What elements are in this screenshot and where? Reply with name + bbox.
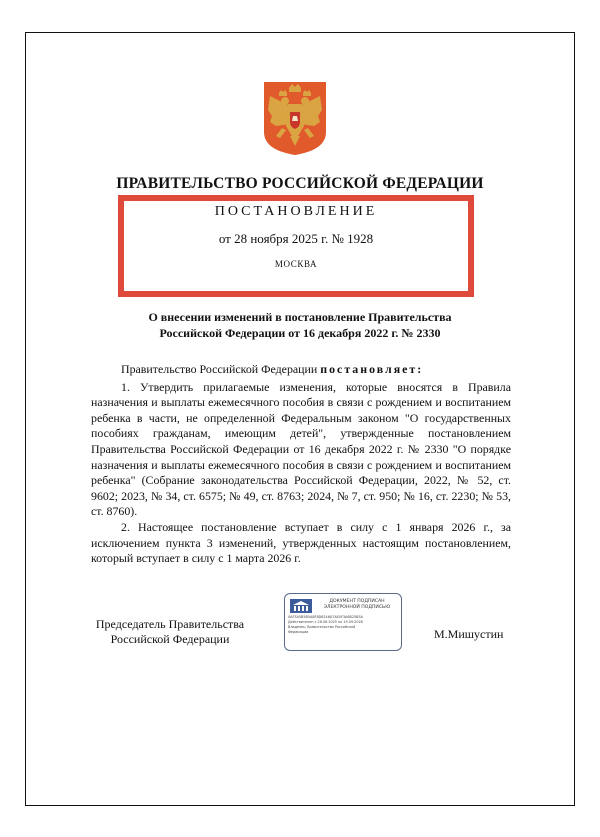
electronic-signature-stamp <box>284 593 402 651</box>
signatory-name: М.Мишустин <box>434 627 504 641</box>
subject-line-2: Российской Федерации от 16 декабря 2022 г. № 2330 <box>159 326 441 340</box>
document-date-number: от 28 ноября 2025 г. № 1928 <box>218 231 374 246</box>
stamp-certificate: 0AF3A5B5B5A8F8D6246A7AE0F3A6B25B5A <box>288 615 363 619</box>
stamp-owner-line-2: Федерации <box>288 630 309 634</box>
document-city: МОСКВА <box>274 259 318 269</box>
document-body <box>91 362 511 567</box>
body-item-1: 1. Утвердить прилагаемые изменения, которые вносятся в Правила назначения и выплаты ежемесячного пособия в связи с рождением и воспитанием ребенка в части, не определенной Федеральным законом "О государственных пособиях гражданам, имеющим детей", утвержденные постановлением Правительства Российской Федерации от 16 декабря 2022 г. № 2330 "О порядке назначения и выплаты ежемесячного пособия в связи с рождением и воспитанием ребенка" (Собрание законодательства Российской Федерации, 2022, № 52, ст. 9602; 2023, № 34, ст. 6575; № 49, ст. 8763; 2024, № 7, ст. 950; № 16, ст. 2230; № 53, ст. 8760). <box>91 379 511 519</box>
intro-decision-word: постановляет: <box>320 362 424 376</box>
subject-line-1: О внесении изменений в постановление Правительства <box>148 310 452 324</box>
stamp-title-line-2: ЭЛЕКТРОННОЙ ПОДПИСЬЮ <box>323 605 391 610</box>
coat-of-arms-emblem <box>262 80 328 156</box>
body-item-2: 2. Настоящее постановление вступает в силу с 1 января 2026 г., за исключением пункта 3 изменений, утвержденных настоящим постановлением, который вступает в силу с 1 марта 2026 г. <box>91 519 511 566</box>
government-title: ПРАВИТЕЛЬСТВО РОССИЙСКОЙ ФЕДЕРАЦИИ <box>116 175 484 192</box>
signatory-position-line-1: Председатель Правительства <box>95 617 245 631</box>
stamp-owner-line-1: Владелец Правительство Российской <box>288 625 356 629</box>
signatory-position <box>90 617 250 647</box>
intro-text: Правительство Российской Федерации <box>121 362 321 376</box>
signatory-position-line-2: Российской Федерации <box>110 632 230 646</box>
stamp-validity: Действителен с 26.06.2025 по 19.09.2026 <box>288 620 363 624</box>
document-type: ПОСТАНОВЛЕНИЕ <box>214 204 378 219</box>
stamp-title-line-1: ДОКУМЕНТ ПОДПИСАН <box>329 599 385 604</box>
stamp-details <box>288 615 398 647</box>
document-subject <box>90 309 510 341</box>
stamp-title <box>315 599 399 611</box>
body-intro <box>91 362 511 378</box>
building-icon <box>290 599 312 613</box>
